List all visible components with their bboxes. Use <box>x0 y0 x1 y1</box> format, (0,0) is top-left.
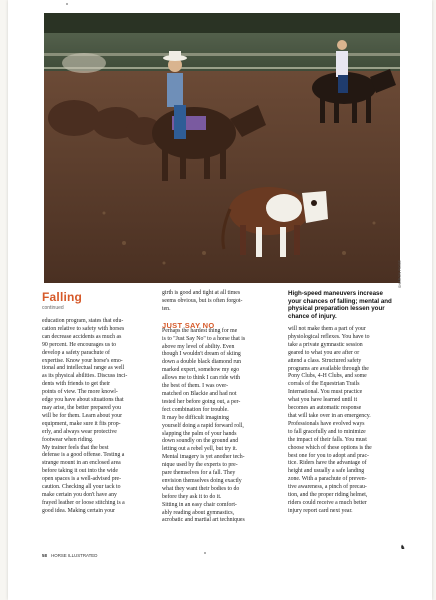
paragraph: girth is good and tight at all times seems obvious, but is often forgot- ten. <box>162 290 243 312</box>
paragraph: Perhaps the hardest thing for me is to "Just Say No" to a horse that is above my level of ability. Even though I wouldn't dream of skiing down a double black diamond run marked expert, somehow my ego allows me to think I can ride with the best of them. I was over- matched on Blackie and had not tested her before going out, a per- fect combination for trouble. <box>162 327 246 413</box>
photo-credit: SHARON ROSE <box>398 259 402 288</box>
paragraph: My trainer feels that the best defense is a good offense. Testing a strange mount in an enclosed area before taking it out into the wide open spaces is a well-advised pre- caution. Checking all your tack to make certain you don't have any frayed leather or loose stitching is a good idea. Making certain your <box>42 444 125 514</box>
photo-illustration <box>44 13 400 283</box>
paragraph: Sitting in an easy chair comfort- ably reading about gymnastics, acrobatic and martial art techniques <box>162 501 245 524</box>
scan-speck <box>204 552 206 554</box>
section-subtitle: continued <box>42 305 64 311</box>
paragraph: will not make them a part of your physiological reflexes. You have to take a private gymnastic session geared to what you are after or attend a class. Structured safety programs are available through the Pony Clubs, 4-H Clubs, and some corrals of the Equestrian Trails International. You must practice what you have learned until it becomes an automatic response that will take over in an emergency. <box>288 326 371 419</box>
paragraph: Professionals have evolved ways to fall gracefully and to minimize the impact of their falls. You must choose which of these options is the best one for you to adopt and prac- tice. Riders have the advantage of height and usually a safe landing zone. With a parachute of preven- tive awareness, a pinch of precau- tion, and the proper riding helmet, riders could receive a much better injury report card next year. <box>288 420 372 514</box>
paragraph: education program, states that edu- cation relative to safety with horses can decrease accidents as much as 90 percent. He encourages us to develop a safety parachute of expertise. Know your horse's emo- tional and intellectual range as well as its physical abilities. Discuss inci- dents with friends to get their points of view. The more knowl- edge you have about situations that may arise, the better prepared you will be for them. Learn about your equipment, make sure it fits prop- erly, and always wear protective footwear when riding. <box>42 318 128 443</box>
pull-quote: High-speed maneuvers increase your chances of falling; mental and physical preparation lessen your chance of injury. <box>288 290 392 320</box>
paragraph: It may be difficult imagining yourself doing a rapid forward roll, slapping the palm of your hands down soundly on the ground and letting out a rebel yell, but try it. Mental imagery is yet another tech- nique used by the experts to pre- pare themselves for a fall. They envision themselves doing exactly what they want their bodies to do before they ask it to do it. <box>162 414 245 500</box>
publication-name: HORSE ILLUSTRATED <box>51 553 98 558</box>
scan-speck <box>66 3 68 5</box>
cutting-horse-photo <box>44 13 400 283</box>
section-title: Falling <box>42 290 83 304</box>
body-column-1 <box>42 318 154 516</box>
subhead: JUST SAY NO <box>162 321 215 330</box>
body-column-3 <box>288 326 406 516</box>
folio <box>42 553 97 558</box>
end-mark-icon: ♞ <box>400 545 406 551</box>
page-number: 58 <box>42 553 47 558</box>
